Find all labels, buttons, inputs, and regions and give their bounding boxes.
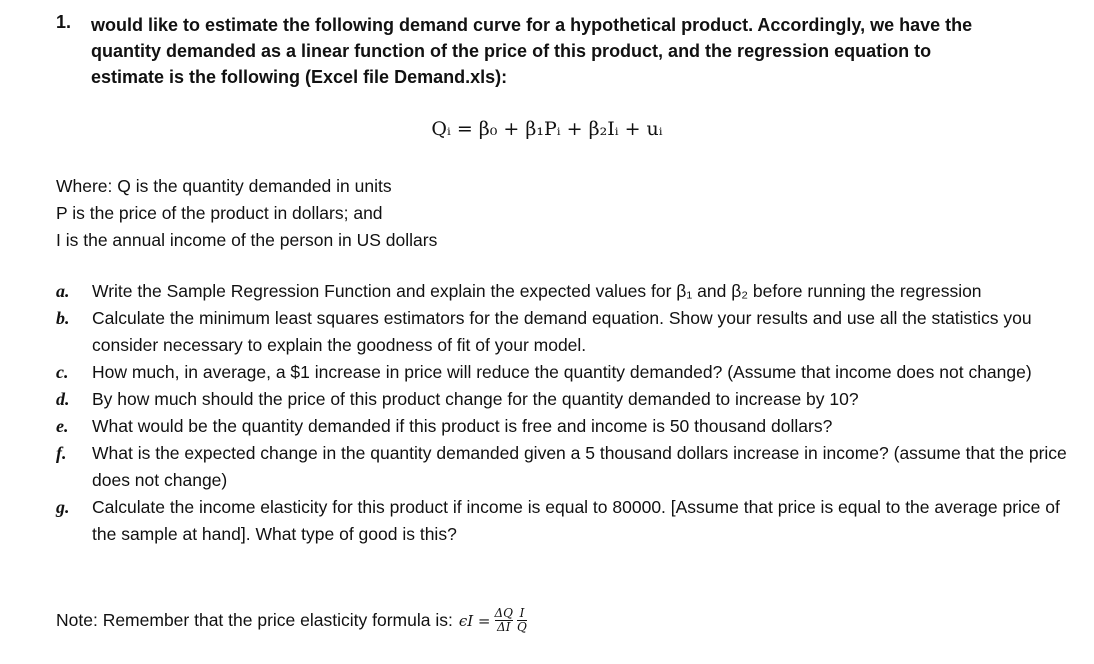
list-item bbox=[56, 359, 1076, 386]
item-label: d. bbox=[56, 389, 70, 409]
regression-equation: Qᵢ = β₀ + β₁Pᵢ + β₂Iᵢ + uᵢ bbox=[431, 118, 663, 140]
note-text: Note: Remember that the price elasticity formula is: bbox=[56, 610, 453, 630]
fraction-delta bbox=[495, 607, 514, 634]
list-item bbox=[56, 305, 1076, 359]
item-text: Write the Sample Regression Function and explain the expected values for β₁ and β₂ before running the regression bbox=[92, 281, 982, 301]
fraction-denominator: Q bbox=[517, 620, 527, 634]
question-intro: would like to estimate the following demand curve for a hypothetical product. Accordingly, we have the quantity demanded as a linear function of the price of this product, and the regression equation to estimate is the following (Excel file Demand.xls): bbox=[91, 15, 973, 87]
fraction-denominator: ΔI bbox=[497, 620, 511, 634]
list-item bbox=[56, 278, 1076, 305]
item-label: g. bbox=[56, 497, 70, 517]
item-label: b. bbox=[56, 308, 70, 328]
list-item bbox=[56, 413, 1076, 440]
where-line: Where: Q is the quantity demanded in units bbox=[56, 176, 392, 196]
item-label: a. bbox=[56, 281, 70, 301]
formula-lhs: ϵI = bbox=[458, 611, 491, 630]
item-text: What would be the quantity demanded if this product is free and income is 50 thousand dollars? bbox=[92, 416, 833, 436]
note-line bbox=[56, 607, 527, 634]
question-number: 1. bbox=[56, 12, 72, 32]
item-label: c. bbox=[56, 362, 69, 382]
variable-definitions bbox=[56, 173, 437, 254]
item-text: Calculate the income elasticity for this product if income is equal to 80000. [Assume that price is equal to the average price of the sample at hand]. What type of good is this? bbox=[92, 497, 1060, 544]
item-label: f. bbox=[56, 443, 67, 463]
elasticity-formula bbox=[459, 607, 527, 634]
item-text: How much, in average, a $1 increase in price will reduce the quantity demanded? (Assume that income does not change) bbox=[92, 362, 1032, 382]
where-line: I is the annual income of the person in US dollars bbox=[56, 230, 438, 250]
fraction-ratio bbox=[517, 607, 527, 634]
item-label: e. bbox=[56, 416, 69, 436]
list-item bbox=[56, 440, 1076, 494]
item-text: By how much should the price of this product change for the quantity demanded to increase by 10? bbox=[92, 389, 859, 409]
list-item bbox=[56, 386, 1076, 413]
sub-question-list bbox=[56, 278, 1076, 548]
where-line: P is the price of the product in dollars; and bbox=[56, 203, 383, 223]
item-text: Calculate the minimum least squares estimators for the demand equation. Show your results and use all the statistics you consider necessary to explain the goodness of fit of your model. bbox=[92, 308, 1032, 355]
list-item bbox=[56, 494, 1076, 548]
item-text: What is the expected change in the quantity demanded given a 5 thousand dollars increase in income? (assume that the price does not change) bbox=[92, 443, 1067, 490]
fraction-numerator: I bbox=[519, 606, 525, 620]
fraction-numerator: ΔQ bbox=[494, 606, 514, 620]
